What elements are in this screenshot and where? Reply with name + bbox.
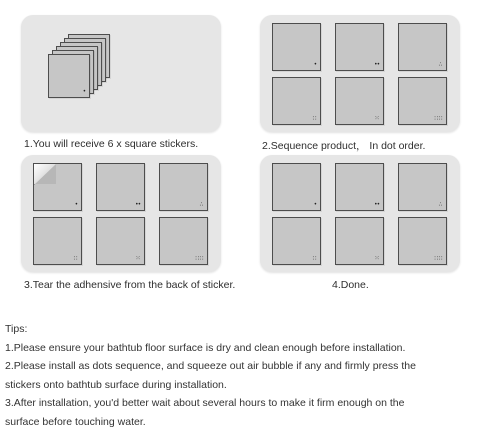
step-4-caption: 4.Done. [332, 279, 369, 291]
dot-mark: ∷∷ [434, 116, 443, 122]
sticker-3 [159, 163, 208, 211]
step-2-board [260, 15, 460, 132]
tips-section [5, 320, 479, 432]
dot-mark: • [314, 202, 317, 208]
dot-mark: ∴ [438, 202, 443, 208]
dot-mark: ∷ [312, 116, 317, 122]
stack-sticker [48, 54, 90, 98]
sticker-6 [398, 77, 447, 125]
sticker-2 [335, 163, 384, 211]
dot-mark: • [75, 202, 78, 208]
sticker-1 [272, 163, 321, 211]
tip-line: 2.Please install as dots sequence, and squeeze out air bubble if any and firmly press the [5, 360, 416, 373]
step-3-board [21, 155, 221, 272]
sticker-1 [272, 23, 321, 71]
step-2-caption: 2.Sequence product， In dot order. [262, 140, 426, 152]
sticker-1 [33, 163, 82, 211]
sticker-4 [272, 217, 321, 265]
sticker-2 [96, 163, 145, 211]
sticker-2 [335, 23, 384, 71]
dot-mark: •• [374, 202, 380, 208]
tip-line: stickers onto bathtub surface during installation. [5, 378, 227, 391]
sticker-5 [96, 217, 145, 265]
tip-line: 1.Please ensure your bathtub floor surface is dry and clean enough before installation. [5, 341, 406, 354]
dot-mark: • [83, 89, 86, 95]
dot-mark: ∴ [199, 202, 204, 208]
sticker-4 [272, 77, 321, 125]
dot-mark: ⁙ [374, 116, 380, 122]
step-3-caption: 3.Tear the adhensive from the back of sticker. [24, 279, 236, 291]
sticker-5 [335, 217, 384, 265]
sticker-4 [33, 217, 82, 265]
dot-mark: ∷ [312, 256, 317, 262]
dot-mark: •• [374, 62, 380, 68]
tip-line: 3.After installation, you'd better wait about several hours to make it firm enough on the [5, 397, 405, 410]
sticker-6 [159, 217, 208, 265]
dot-mark: •• [135, 202, 141, 208]
dot-mark: ∷ [73, 256, 78, 262]
sticker-5 [335, 77, 384, 125]
dot-mark: ∴ [438, 62, 443, 68]
tips-heading: Tips: [5, 323, 28, 335]
dot-mark: ∷∷ [434, 256, 443, 262]
sticker-6 [398, 217, 447, 265]
tip-line: surface before touching water. [5, 415, 146, 428]
dot-mark: ⁙ [135, 256, 141, 262]
dot-mark: ⁙ [374, 256, 380, 262]
step-1-caption: 1.You will receive 6 x square stickers. [24, 138, 199, 150]
sticker-3 [398, 23, 447, 71]
step-1-board [21, 15, 221, 132]
dot-mark: ∷∷ [195, 256, 204, 262]
step-4-board [260, 155, 460, 272]
sticker-3 [398, 163, 447, 211]
dot-mark: • [314, 62, 317, 68]
